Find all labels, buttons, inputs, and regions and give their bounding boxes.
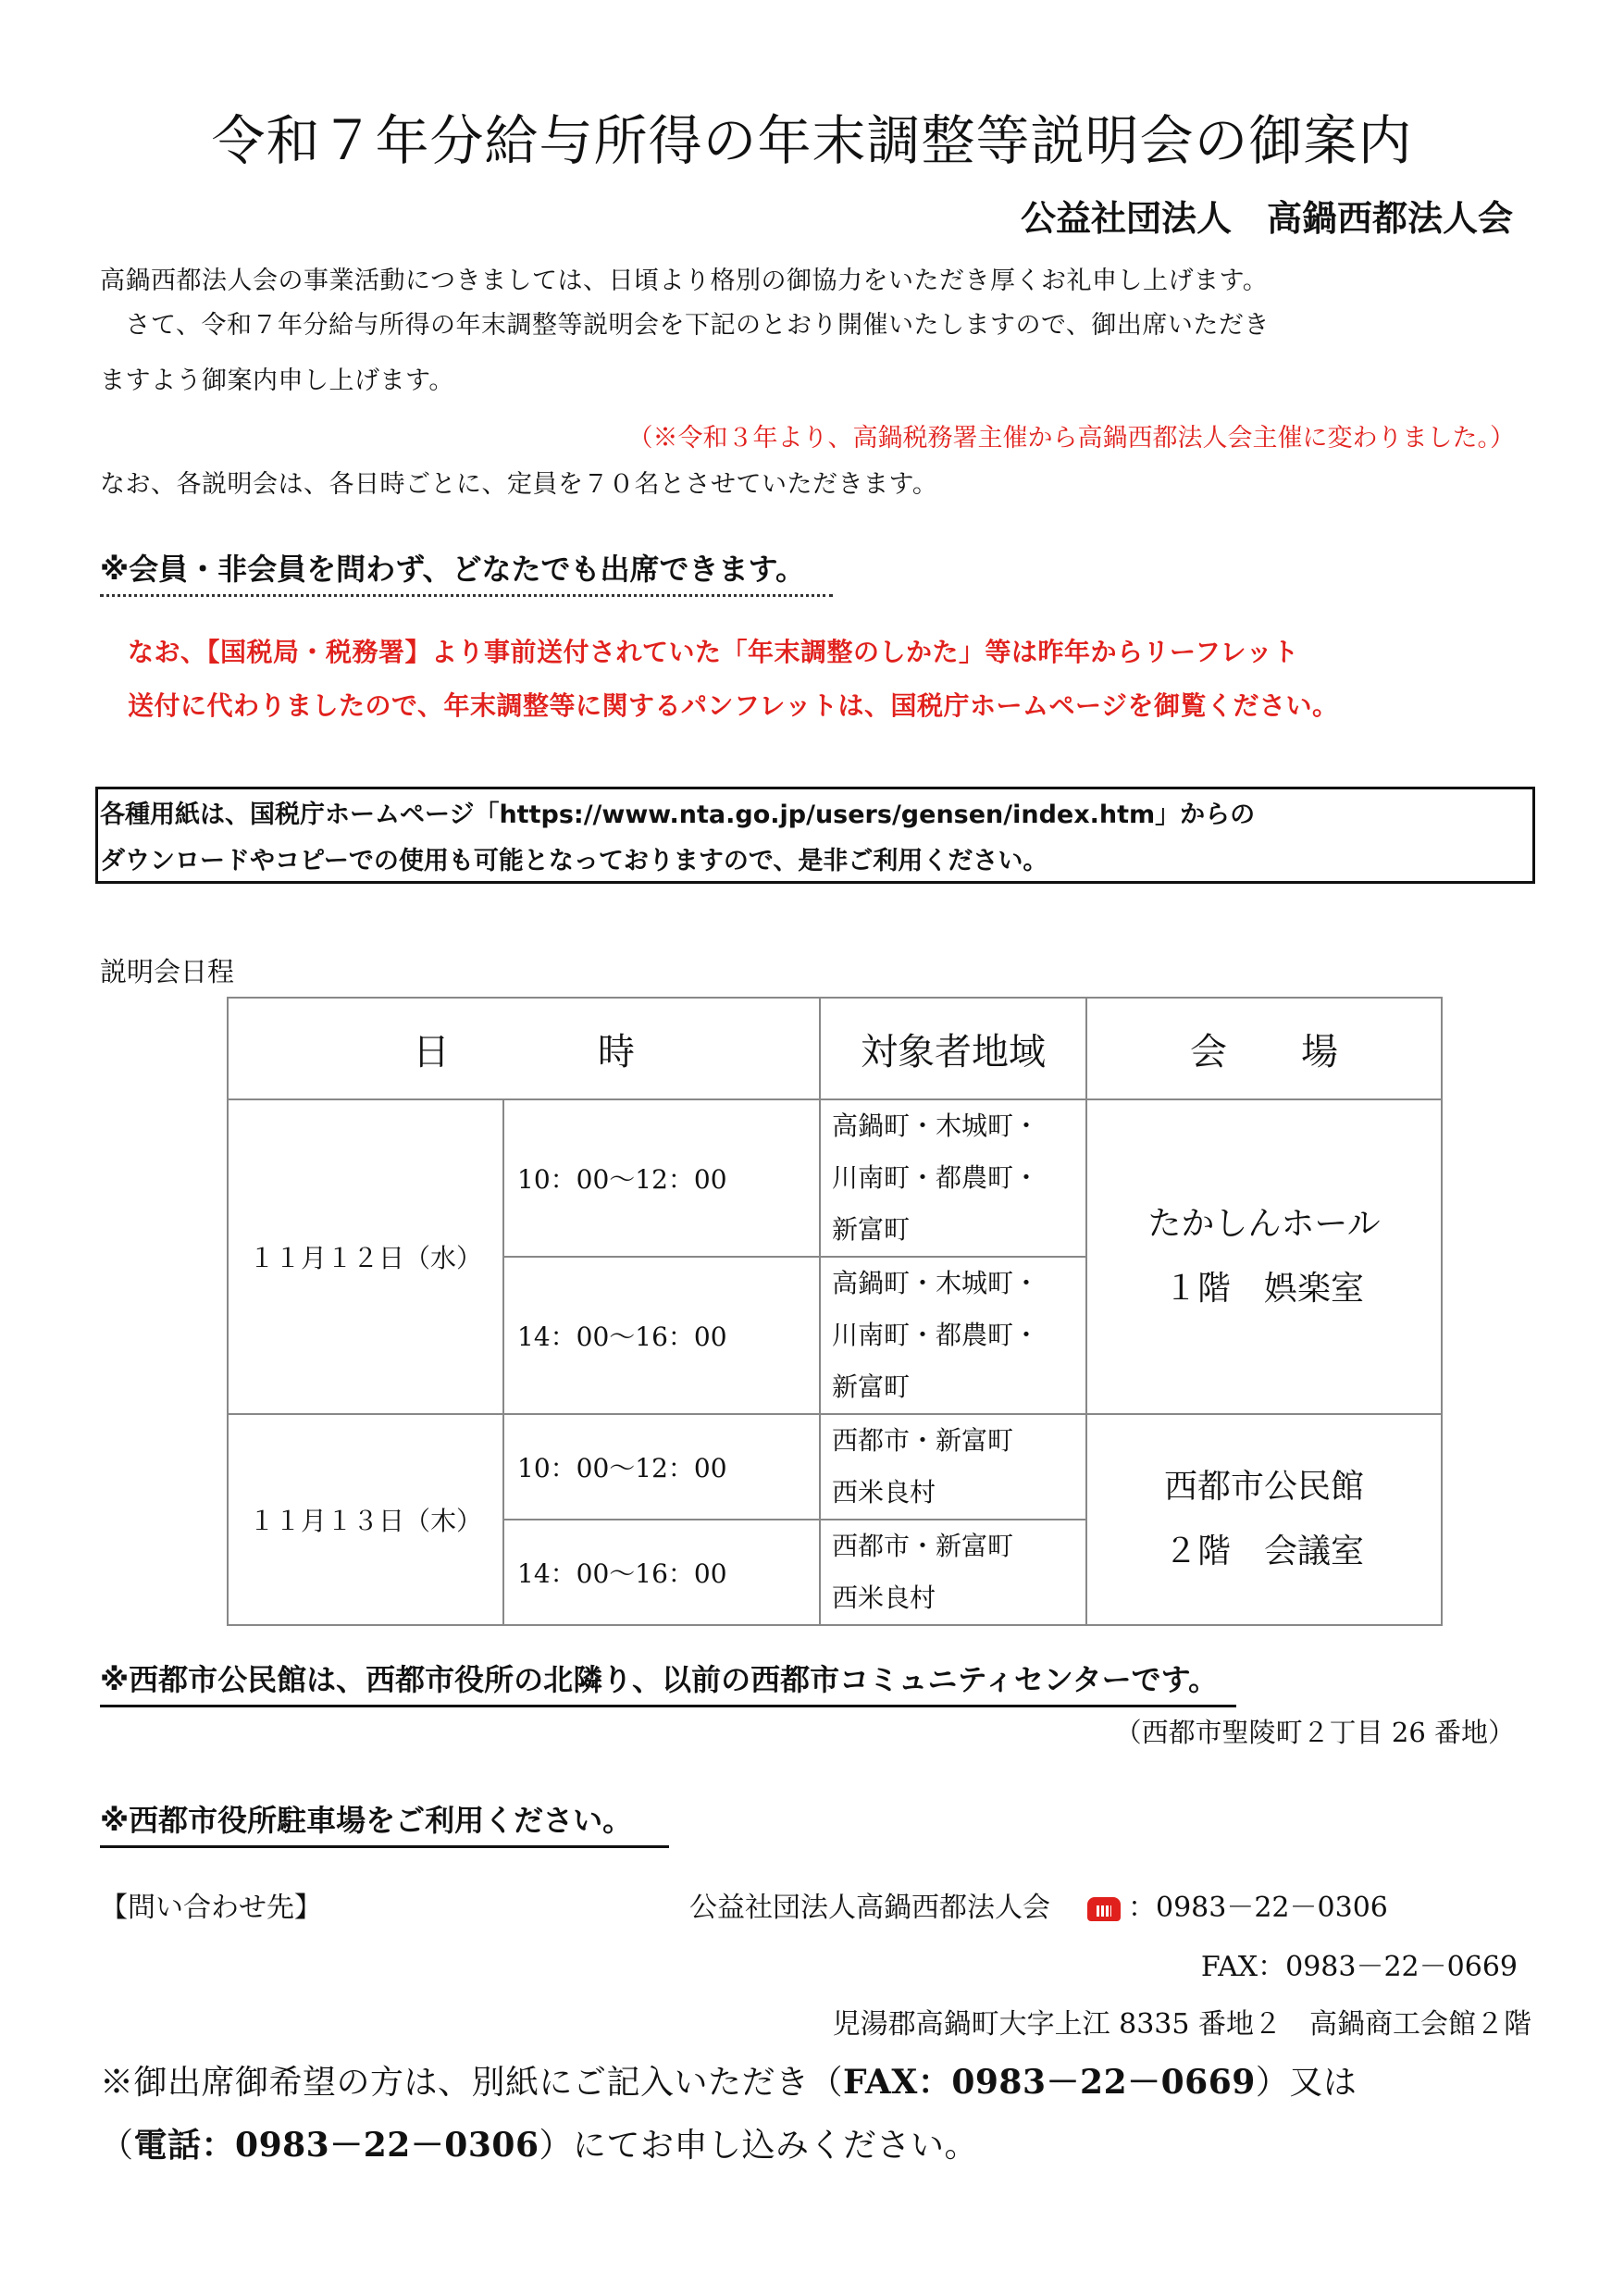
time-cell: 14：00～16：00 (503, 1520, 820, 1625)
red-notice-line-2: 送付に代わりましたので、年末調整等に関するパンフレットは、国税庁ホームページを御覧ください。 (128, 690, 1339, 721)
final-note-tel: 電話：0983－22－0306 (133, 2126, 539, 2165)
contact-org: 公益社団法人高鍋西都法人会 (689, 1892, 1050, 1924)
area-line: 西米良村 (832, 1582, 936, 1613)
contact-fax: FAX：0983－22－0669 (1200, 1951, 1518, 1983)
area-cell (820, 1414, 1086, 1520)
final-note-fax: FAX：0983－22－0669 (843, 2063, 1256, 2102)
forms-notice-line-1: 各種用紙は、国税庁ホームページ「https://www.nta.go.jp/users/gensen/index.htm」からの (100, 800, 1256, 829)
header-datetime: 日 時 (228, 998, 820, 1099)
time-cell: 10：00～12：00 (503, 1099, 820, 1257)
venue-name: 西都市公民館 (1163, 1468, 1364, 1506)
area-line: 西都市・新富町 (832, 1425, 1014, 1456)
table-row (228, 1099, 1442, 1257)
venue-cell (1086, 1099, 1442, 1414)
contact-tel: ：0983－22－0306 (1128, 1892, 1388, 1924)
parking-note: ※西都市役所駐車場をご利用ください。 (100, 1797, 669, 1848)
intro-line-2: さて、令和７年分給与所得の年末調整等説明会を下記のとおり開催いたしますので、御出席いただき (100, 311, 1270, 340)
contact-line (689, 1884, 1388, 1925)
final-note-line-2 (100, 2119, 978, 2166)
final-note-text: （ (100, 2127, 134, 2165)
area-cell (820, 1257, 1086, 1414)
table-row (228, 1414, 1442, 1520)
area-line: 新富町 (832, 1214, 911, 1245)
organizer-change-note: （※令和３年より、高鍋税務署主催から高鍋西都法人会主催に変わりました。） (627, 424, 1515, 453)
venue-name: たかしんホール (1147, 1205, 1381, 1243)
schedule-header-row (228, 998, 1442, 1099)
date-cell: １１月１３日（木） (228, 1414, 503, 1625)
contact-address: 児湯郡高鍋町大字上江 8335 番地２ 高鍋商工会館２階 (832, 2008, 1531, 2041)
venue-note: ※西都市公民館は、西都市役所の北隣り、以前の西都市コミュニティセンターです。 (100, 1657, 1236, 1707)
area-cell (820, 1099, 1086, 1257)
time-cell: 14：00～16：00 (503, 1257, 820, 1414)
schedule-label: 説明会日程 (100, 956, 235, 987)
contact-label: 【問い合わせ先】 (100, 1892, 322, 1924)
page-title: 令和７年分給与所得の年末調整等説明会の御案内 (211, 109, 1413, 172)
final-note-text: ※御出席御希望の方は、別紙にご記入いただき（ (100, 2064, 844, 2102)
area-cell (820, 1520, 1086, 1625)
header-venue: 会 場 (1086, 998, 1442, 1099)
area-line: 川南町・都農町・ (832, 1320, 1040, 1350)
area-line: 西米良村 (832, 1477, 936, 1508)
intro-line-4: なお、各説明会は、各日時ごとに、定員を７０名とさせていただきます。 (100, 470, 938, 499)
header-area: 対象者地域 (820, 998, 1086, 1099)
venue-room: １階 娯楽室 (1163, 1270, 1364, 1308)
area-line: 高鍋町・木城町・ (832, 1268, 1040, 1298)
final-note-line-1 (100, 2056, 1357, 2104)
area-line: 高鍋町・木城町・ (832, 1111, 1040, 1141)
organization-name: 公益社団法人 高鍋西都法人会 (1020, 198, 1513, 239)
phone-icon (1087, 1897, 1121, 1921)
area-line: 西都市・新富町 (832, 1531, 1014, 1561)
area-line: 川南町・都農町・ (832, 1162, 1040, 1193)
time-cell: 10：00～12：00 (503, 1414, 820, 1520)
schedule-table (227, 997, 1443, 1626)
venue-cell (1086, 1414, 1442, 1625)
red-notice-line-1: なお、【国税局・税務署】より事前送付されていた「年末調整のしかた」等は昨年からリーフレット (128, 637, 1299, 667)
intro-line-3: ますよう御案内申し上げます。 (100, 366, 454, 395)
members-note: ※会員・非会員を問わず、どなたでも出席できます。 (100, 546, 833, 597)
forms-notice-line-2: ダウンロードやコピーでの使用も可能となっておりますので、是非ご利用ください。 (100, 847, 1048, 875)
final-note-text: ）にてお申し込みください。 (539, 2127, 979, 2165)
area-line: 新富町 (832, 1371, 911, 1402)
date-cell: １１月１２日（水） (228, 1099, 503, 1414)
venue-address: （西都市聖陵町２丁目 26 番地） (1114, 1717, 1515, 1748)
intro-line-1: 高鍋西都法人会の事業活動につきましては、日頃より格別の御協力をいただき厚くお礼申し上げます。 (100, 267, 1269, 295)
venue-room: ２階 会議室 (1163, 1533, 1364, 1570)
final-note-text: ）又は (1255, 2064, 1357, 2102)
